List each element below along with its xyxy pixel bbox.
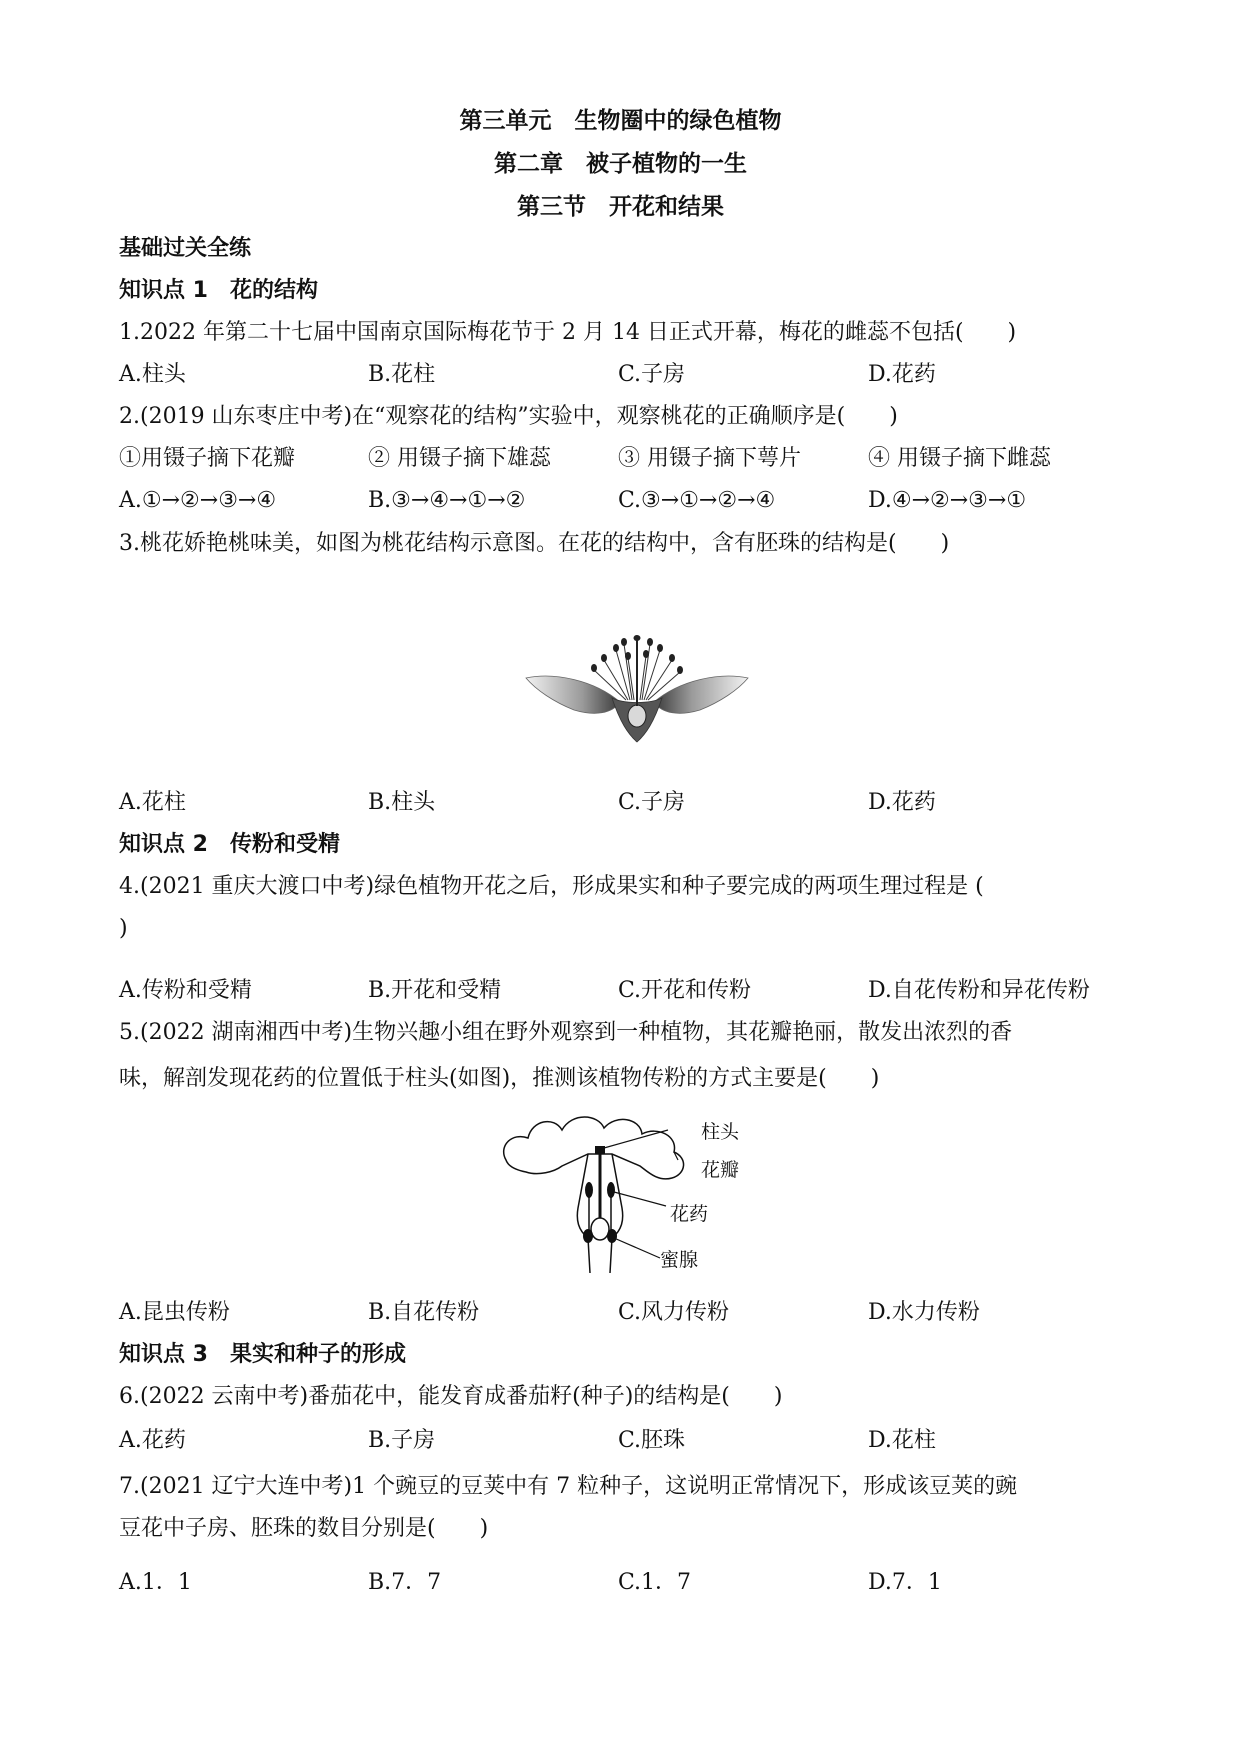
q6-option-b: B.子房	[368, 1428, 436, 1453]
ovary	[628, 705, 646, 727]
q1-option-b: B.花柱	[368, 362, 436, 387]
q7-option-d: D.7．1	[868, 1570, 942, 1595]
q3-option-a: A.花柱	[119, 790, 186, 815]
question-1-text: 1.2022 年第二十七届中国南京国际梅花节于 2 月 14 日正式开幕，梅花的雌蕊不包括( )	[119, 320, 1017, 345]
q2-option-a: A.①→②→③→④	[119, 488, 277, 513]
question-5-text-line-1: 5.(2022 湖南湘西中考)生物兴趣小组在野外观察到一种植物，其花瓣艳丽，散发出浓烈的香	[119, 1020, 1013, 1045]
q4-option-a: A.传粉和受精	[119, 978, 252, 1003]
q5-option-d: D.水力传粉	[868, 1300, 980, 1325]
label-nectary: 蜜腺	[660, 1249, 699, 1271]
q1-option-a: A.柱头	[119, 362, 186, 387]
anther-left	[585, 1182, 593, 1198]
knowledge-point-heading: 知识点 1 花的结构	[119, 278, 318, 303]
q1-option-c: C.子房	[618, 362, 686, 387]
stigma	[595, 1146, 605, 1154]
question-6-text: 6.(2022 云南中考)番茄花中，能发育成番茄籽(种子)的结构是( )	[119, 1384, 783, 1409]
q6-option-d: D.花柱	[868, 1428, 936, 1453]
question-2-text: 2.(2019 山东枣庄中考)在“观察花的结构”实验中，观察桃花的正确顺序是( )	[119, 404, 898, 429]
question-5-text-line-2: 味，解剖发现花药的位置低于柱头(如图)，推测该植物传粉的方式主要是( )	[119, 1066, 880, 1091]
q2-step-1: ①用镊子摘下花瓣	[119, 446, 296, 471]
question-3-text: 3.桃花娇艳桃味美，如图为桃花结构示意图。在花的结构中，含有胚珠的结构是( )	[119, 531, 950, 556]
label-petal: 花瓣	[701, 1159, 740, 1181]
nectary-right	[607, 1229, 617, 1243]
stigma	[634, 635, 641, 641]
q4-option-d: D.自花传粉和异花传粉	[868, 978, 1090, 1003]
q3-option-d: D.花药	[868, 790, 936, 815]
q5-option-a: A.昆虫传粉	[119, 1300, 230, 1325]
q2-option-c: C.③→①→②→④	[618, 488, 776, 513]
q4-option-c: C.开花和传粉	[618, 978, 752, 1003]
knowledge-point-heading: 知识点 2 传粉和受精	[119, 832, 340, 857]
q5-option-c: C.风力传粉	[618, 1300, 730, 1325]
petal-outline	[504, 1117, 684, 1179]
q2-step-2: ② 用镊子摘下雄蕊	[368, 446, 551, 471]
knowledge-point-heading: 知识点 3 果实和种子的形成	[119, 1342, 406, 1367]
q7-option-b: B.7．7	[368, 1570, 442, 1595]
anther-right	[607, 1182, 615, 1198]
q6-option-a: A.花药	[119, 1428, 186, 1453]
section-title: 第三节 开花和结果	[517, 194, 724, 220]
q3-option-c: C.子房	[618, 790, 686, 815]
q7-option-a: A.1．1	[119, 1570, 192, 1595]
question-4-text-line-1: 4.(2021 重庆大渡口中考)绿色植物开花之后，形成果实和种子要完成的两项生理过程是 (	[119, 874, 984, 899]
nectary-left	[583, 1229, 593, 1243]
q3-option-b: B.柱头	[368, 790, 436, 815]
q2-step-3: ③ 用镊子摘下萼片	[618, 446, 801, 471]
q2-option-b: B.③→④→①→②	[368, 488, 526, 513]
unit-title: 第三单元 生物圈中的绿色植物	[459, 108, 782, 134]
question-7-text-line-2: 豆花中子房、胚珠的数目分别是( )	[119, 1516, 489, 1541]
q6-option-c: C.胚珠	[618, 1428, 686, 1453]
label-stigma: 柱头	[701, 1121, 740, 1143]
practice-heading: 基础过关全练	[119, 236, 252, 261]
chapter-title: 第二章 被子植物的一生	[494, 151, 747, 177]
ovary	[591, 1218, 609, 1240]
q4-option-b: B.开花和受精	[368, 978, 502, 1003]
question-7-text-line-1: 7.(2021 辽宁大连中考)1 个豌豆的豆荚中有 7 粒种子，这说明正常情况下，形成该豆荚的豌	[119, 1474, 1018, 1499]
right-petal	[654, 676, 748, 713]
q7-option-c: C.1．7	[618, 1570, 692, 1595]
peach-flower-figure	[524, 630, 750, 748]
flower-section-figure	[498, 1108, 758, 1278]
q2-option-d: D.④→②→③→①	[868, 488, 1027, 513]
q1-option-d: D.花药	[868, 362, 936, 387]
question-4-text-line-2: )	[119, 916, 128, 941]
label-anther: 花药	[670, 1203, 709, 1225]
q5-option-b: B.自花传粉	[368, 1300, 480, 1325]
q2-step-4: ④ 用镊子摘下雌蕊	[868, 446, 1051, 471]
